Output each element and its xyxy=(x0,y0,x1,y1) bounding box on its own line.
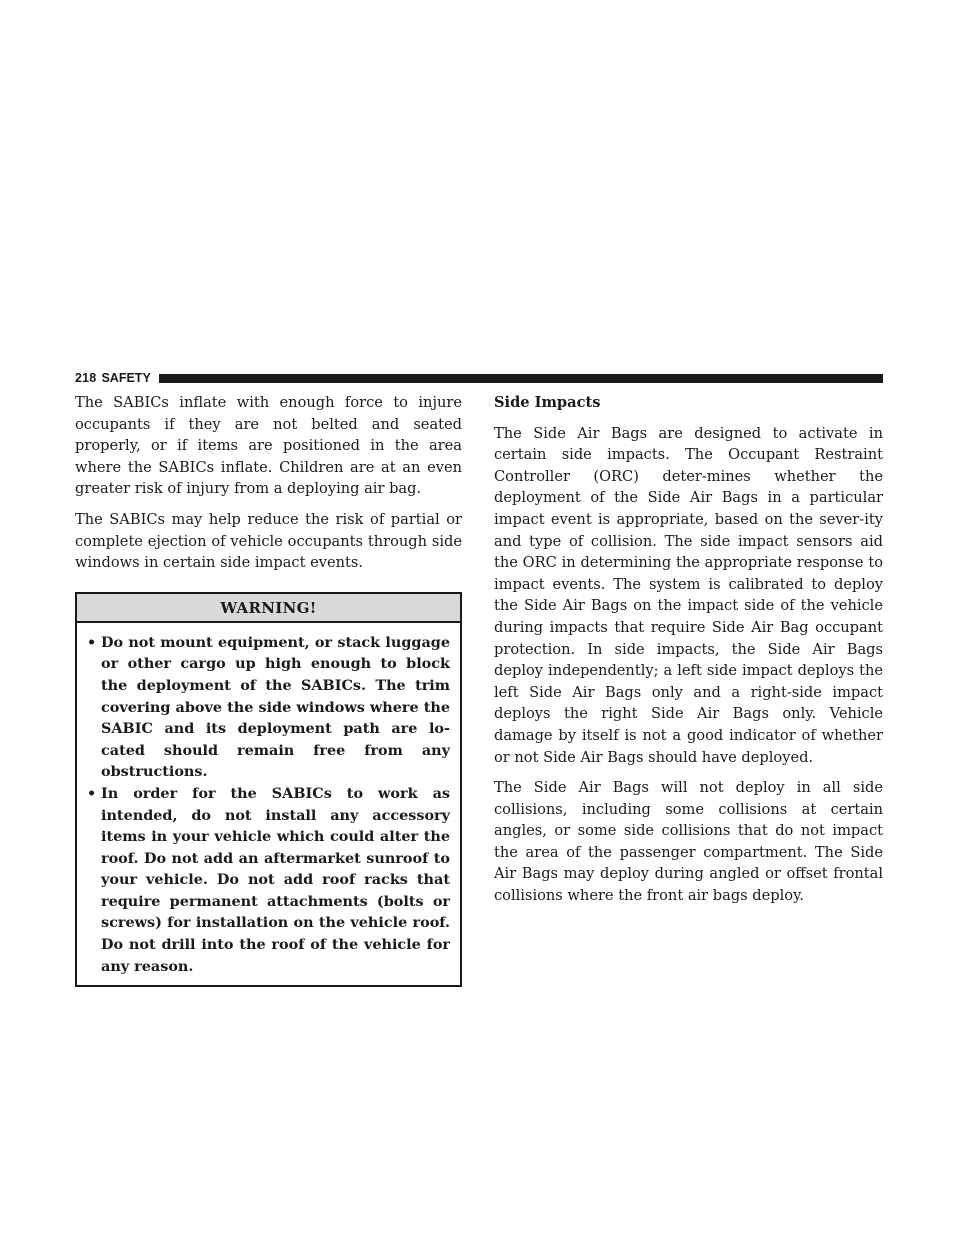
warning-item xyxy=(87,783,450,977)
page-header xyxy=(75,371,883,385)
page-number: 218 xyxy=(75,371,97,385)
warning-box xyxy=(75,592,462,988)
body-paragraph: The SABICs may help reduce the risk of partial or complete ejection of vehicle occupants through side windows in certain side impact events. xyxy=(75,510,462,572)
warning-list xyxy=(77,623,460,986)
body-paragraph: The Side Air Bags are designed to activate in certain side impacts. The Occupant Restraint Controller (ORC) deter-mines whether the deployment of the Side Air Bags in a particular impact event is appropriate, based on the sever-ity and type of collision. The side impact sensors aid the ORC in determining the appropriate response to impact events. The system is calibrated to deploy the Side Air Bags on the impact side of the vehicle during impacts that require Side Air Bag occupant protection. In side impacts, the Side Air Bags deploy independently; a left side impact deploys the left Side Air Bags only and a right-side impact deploys the right Side Air Bags only. Vehicle damage by itself is not a good indicator of whether or not Side Air Bags should have deployed. xyxy=(494,424,883,766)
section-heading: Side Impacts xyxy=(494,394,601,411)
warning-item xyxy=(87,632,450,783)
warning-item-text: Do not mount equipment, or stack luggage or other cargo up high enough to block the deployment of the SABICs. The trim covering above the side windows where the SABIC and its deployment path are lo-cated should remain free from any obstructions. xyxy=(101,633,450,781)
bullet-icon: • xyxy=(87,633,97,651)
body-paragraph: The Side Air Bags will not deploy in all side collisions, including some collisions at certain angles, or some side collisions that do not impact the area of the passenger compartment. The Side Air Bags may deploy during angled or offset frontal collisions where the front air bags deploy. xyxy=(494,779,883,905)
left-column xyxy=(75,392,462,987)
section-title: SAFETY xyxy=(101,371,151,385)
right-column xyxy=(494,392,883,916)
warning-title: WARNING! xyxy=(77,594,460,623)
warning-item-text: In order for the SABICs to work as intended, do not install any accessory items in your vehicle which could alter the roof. Do not add an aftermarket sunroof to your vehicle. Do not add roof racks that require permanent attachments (bolts or screws) for installation on the vehicle roof. Do not drill into the roof of the vehicle for any reason. xyxy=(101,784,450,975)
body-paragraph: The SABICs inflate with enough force to injure occupants if they are not belted and seated properly, or if items are positioned in the area where the SABICs inflate. Children are at an even greater risk of injury from a deploying air bag. xyxy=(75,394,462,498)
bullet-icon: • xyxy=(87,784,97,802)
header-rule xyxy=(159,374,883,383)
